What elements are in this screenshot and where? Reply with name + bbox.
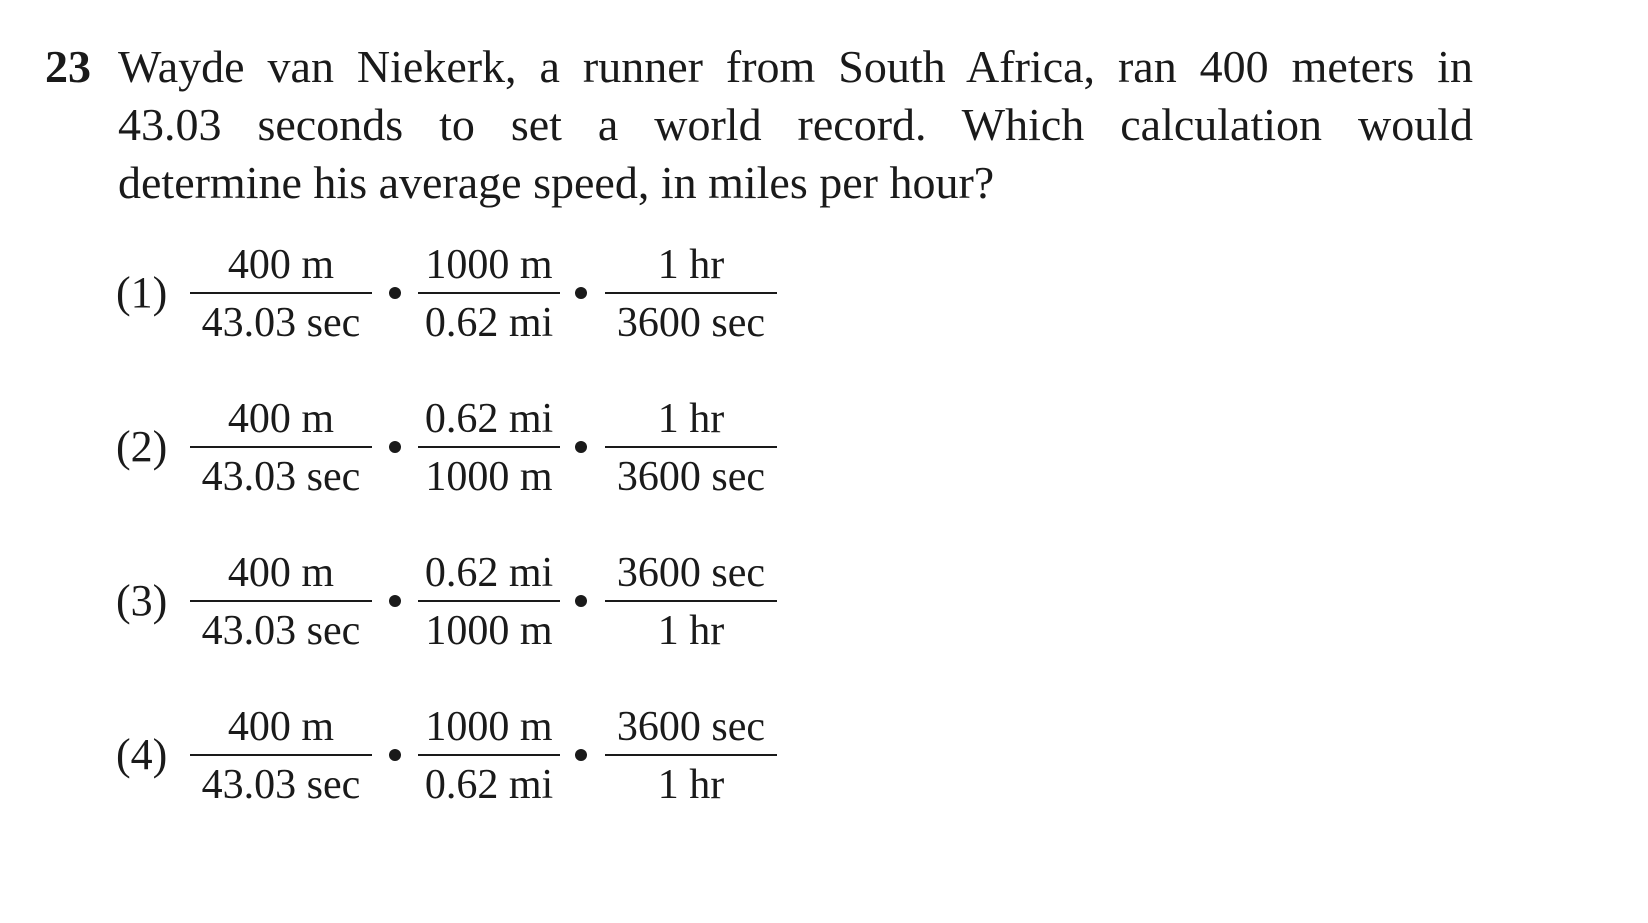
fraction-bar xyxy=(190,754,372,756)
multiply-dot-icon xyxy=(389,595,401,607)
denominator: 43.03 sec xyxy=(201,300,361,346)
multiply-dot-icon xyxy=(575,441,587,453)
fraction-bar xyxy=(418,292,560,294)
multiply-dot-icon xyxy=(575,287,587,299)
answer-option-4[interactable] xyxy=(0,694,900,824)
option-label: (2) xyxy=(116,422,168,471)
numerator: 400 m xyxy=(227,704,335,750)
numerator: 1 hr xyxy=(657,396,725,442)
answer-option-2[interactable] xyxy=(0,386,900,516)
denominator: 3600 sec xyxy=(616,300,766,346)
fraction-bar xyxy=(418,600,560,602)
numerator: 0.62 mi xyxy=(424,550,554,596)
fraction-bar xyxy=(418,446,560,448)
denominator: 1 hr xyxy=(657,762,725,808)
answer-option-3[interactable] xyxy=(0,540,900,670)
denominator: 43.03 sec xyxy=(201,608,361,654)
answer-option-1[interactable] xyxy=(0,232,900,362)
numerator: 1000 m xyxy=(425,242,553,288)
denominator: 43.03 sec xyxy=(201,454,361,500)
option-label: (3) xyxy=(116,576,168,625)
numerator: 1 hr xyxy=(657,242,725,288)
numerator: 400 m xyxy=(227,242,335,288)
numerator: 3600 sec xyxy=(616,704,766,750)
fraction-bar xyxy=(190,446,372,448)
numerator: 0.62 mi xyxy=(424,396,554,442)
option-label: (4) xyxy=(116,730,168,779)
multiply-dot-icon xyxy=(575,595,587,607)
option-label: (1) xyxy=(116,268,168,317)
multiply-dot-icon xyxy=(389,441,401,453)
fraction-bar xyxy=(605,600,777,602)
multiply-dot-icon xyxy=(389,287,401,299)
numerator: 400 m xyxy=(227,550,335,596)
denominator: 0.62 mi xyxy=(424,300,554,346)
denominator: 43.03 sec xyxy=(201,762,361,808)
denominator: 1000 m xyxy=(425,454,553,500)
numerator: 400 m xyxy=(227,396,335,442)
fraction-bar xyxy=(605,292,777,294)
numerator: 3600 sec xyxy=(616,550,766,596)
question-stem xyxy=(118,38,1473,212)
multiply-dot-icon xyxy=(575,749,587,761)
fraction-bar xyxy=(605,446,777,448)
denominator: 3600 sec xyxy=(616,454,766,500)
multiply-dot-icon xyxy=(389,749,401,761)
denominator: 1000 m xyxy=(425,608,553,654)
stem-line-2: 43.03 seconds to set a world record. Which calculation would xyxy=(118,99,1473,150)
question-number: 23 xyxy=(45,41,91,92)
denominator: 1 hr xyxy=(657,608,725,654)
fraction-bar xyxy=(190,292,372,294)
stem-line-1: Wayde van Niekerk, a runner from South Africa, ran 400 meters in xyxy=(118,41,1473,92)
fraction-bar xyxy=(190,600,372,602)
denominator: 0.62 mi xyxy=(424,762,554,808)
fraction-bar xyxy=(605,754,777,756)
fraction-bar xyxy=(418,754,560,756)
stem-line-3: determine his average speed, in miles per hour? xyxy=(118,157,995,208)
numerator: 1000 m xyxy=(425,704,553,750)
